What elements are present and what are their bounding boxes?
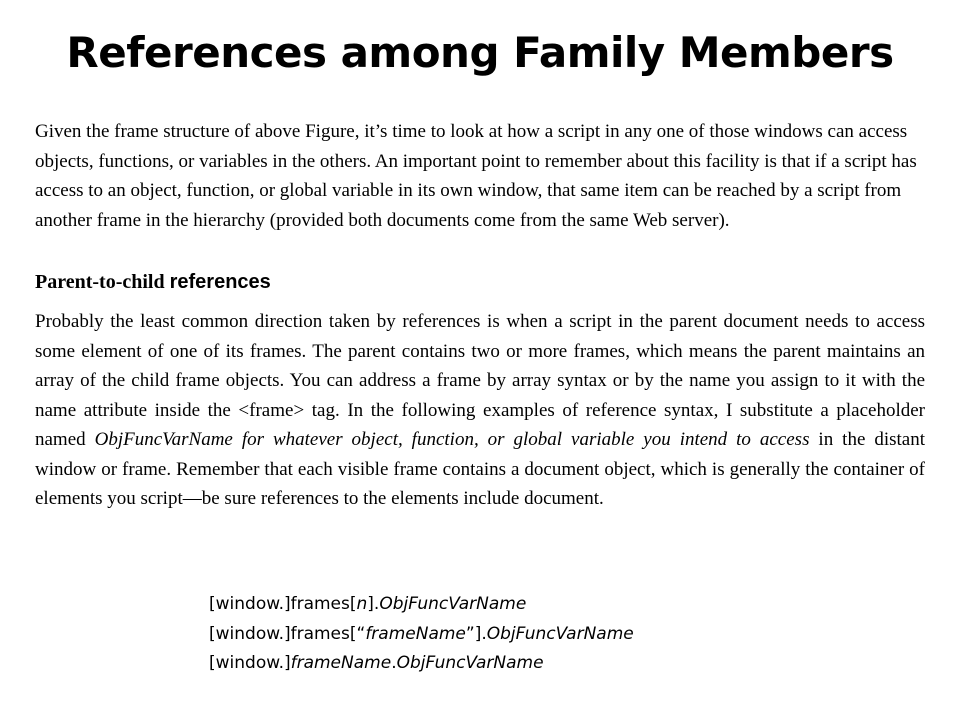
code-text-italic: ObjFuncVarName bbox=[486, 623, 634, 644]
code-text: [window.]frames[“ bbox=[209, 623, 366, 644]
code-text: ]. bbox=[367, 594, 380, 614]
section-heading-part-b: references bbox=[169, 271, 271, 293]
code-text: [window.]frames[ bbox=[209, 594, 357, 614]
code-text-italic: frameName bbox=[365, 623, 466, 644]
intro-paragraph: Given the frame structure of above Figure, it’s time to look at how a script in any one of those windows can access objects, functions, or variables in the others. An important point to remember about this facility is that if a script has access to an object, function, or global variable in its own window, that same item can be reached by a script from another frame in the hierarchy (provided both documents come from the same Web server). bbox=[35, 121, 917, 231]
code-line-3 bbox=[209, 649, 634, 679]
section-heading bbox=[35, 271, 271, 294]
body-paragraph bbox=[35, 307, 925, 514]
body-text-2: in the distant window or frame. Remember that each visible frame contains a document object, which is generally the container of elements you script—be sure references to the elements include document. bbox=[35, 429, 925, 509]
body-text-1: Probably the least common direction taken by references is when a script in the parent document needs to access some element of one of its frames. The parent contains two or more frames, which means the parent maintains an array of the child frame objects. You can address a frame by array syntax or by the name you assign to it with the name attribute inside the <frame> tag. In the following examples of reference syntax, I substitute a placeholder named bbox=[35, 311, 925, 450]
code-text-italic: ObjFuncVarName bbox=[396, 653, 544, 673]
code-text: . bbox=[391, 653, 397, 673]
code-examples bbox=[209, 590, 634, 679]
slide-title: References among Family Members bbox=[66, 28, 894, 77]
code-text-italic: frameName bbox=[290, 653, 392, 673]
code-line-1 bbox=[209, 590, 634, 620]
code-line-2 bbox=[209, 620, 634, 650]
code-text: [window.] bbox=[209, 653, 291, 673]
code-text-italic: ObjFuncVarName bbox=[379, 594, 527, 614]
section-heading-part-a: Parent-to-child bbox=[35, 271, 170, 293]
code-text: ”]. bbox=[465, 623, 487, 644]
body-text-italic: ObjFuncVarName for whatever object, function, or global variable you intend to access bbox=[94, 429, 810, 450]
code-text-italic: n bbox=[356, 594, 368, 614]
